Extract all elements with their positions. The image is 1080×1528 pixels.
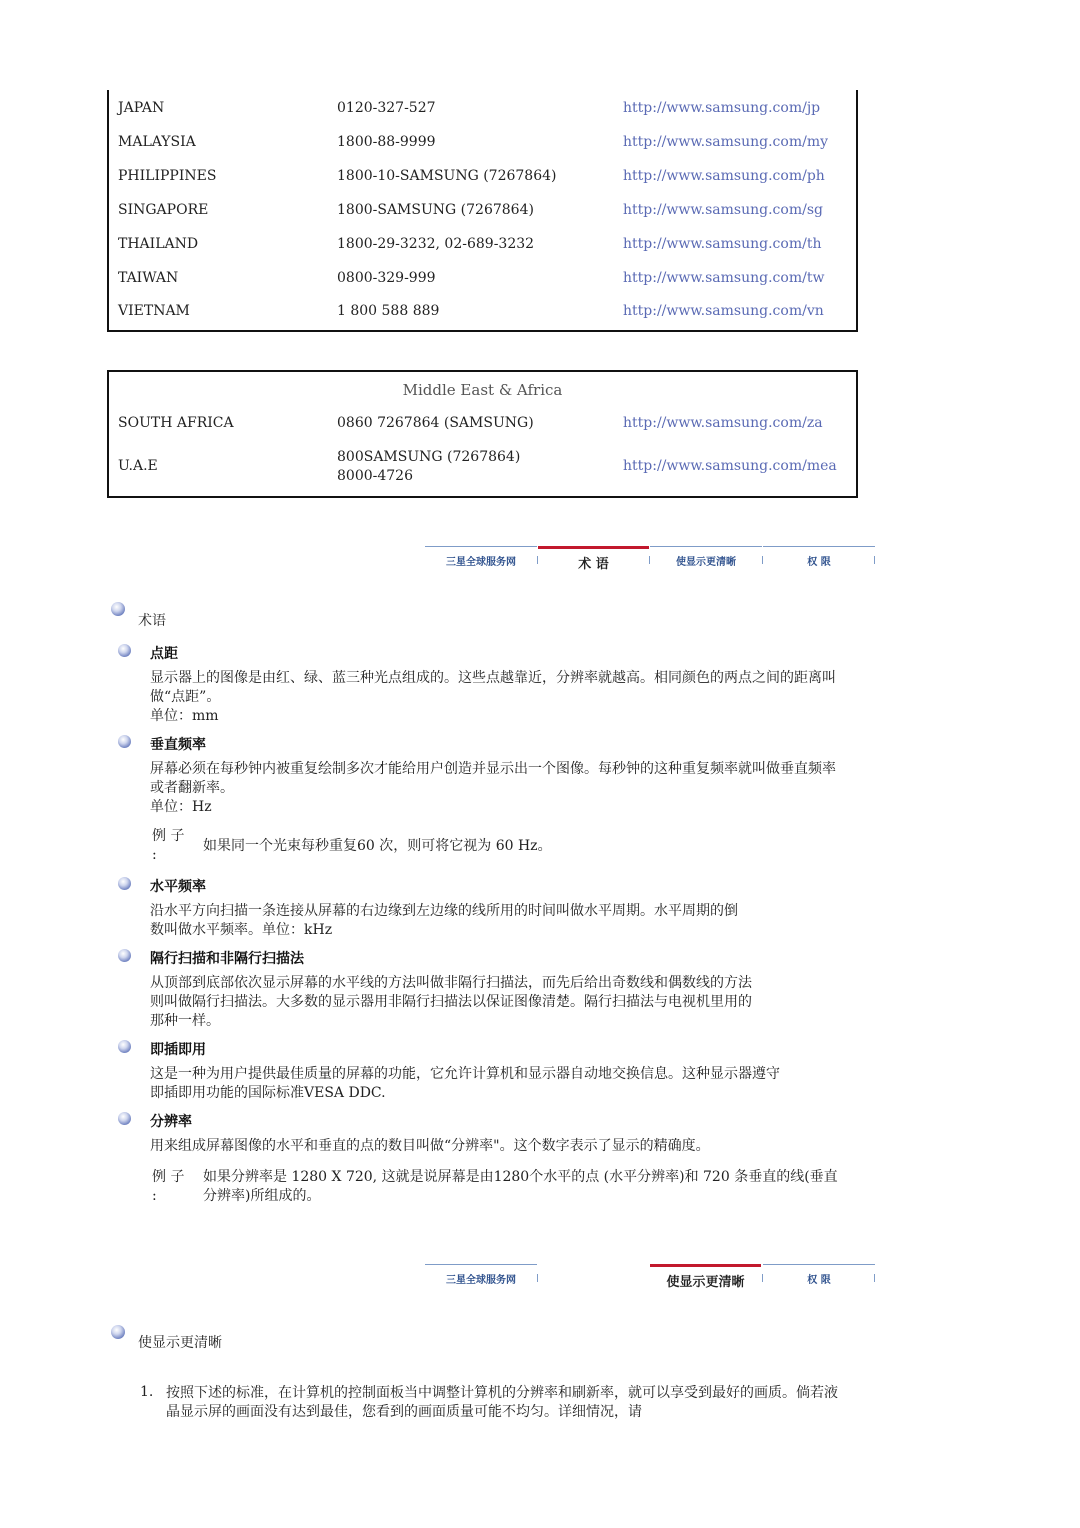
- asia-contact-table: [107, 90, 858, 332]
- country-name: PHILIPPINES: [118, 168, 217, 184]
- phone-number: 0860 7267864 (SAMSUNG): [337, 415, 534, 431]
- nav-tab-bar-2: [425, 1264, 875, 1290]
- phone-number: 1 800 588 889: [337, 303, 440, 319]
- phone-number: 1800-88-9999: [337, 134, 436, 150]
- term-title-horizontal-frequency: 水平频率: [150, 879, 206, 895]
- term-text-resolution: 用来组成屏幕图像的水平和垂直的点的数目叫做“分辨率"。这个数字表示了显示的精确度。: [150, 1138, 710, 1154]
- samsung-link[interactable]: http://www.samsung.com/mea: [623, 458, 837, 474]
- country-name: SINGAPORE: [118, 202, 209, 218]
- tab-separator: [874, 1274, 875, 1282]
- example-text-resolution: 如果分辨率是 1280 X 720, 这就是说屏幕是由1280个水平的点 (水平分辨率)和 720 条垂直的线(垂直分辨率)所组成的。: [203, 1169, 838, 1204]
- samsung-link[interactable]: http://www.samsung.com/za: [623, 415, 823, 431]
- phone-number: 0120-327-527: [337, 100, 436, 116]
- item-bullet-icon: [118, 877, 131, 890]
- tab-label: 使显示更清晰: [676, 557, 736, 568]
- item-bullet-icon: [118, 949, 131, 962]
- contact-row-taiwan: [109, 270, 856, 290]
- tab-clearer-display[interactable]: [650, 1264, 761, 1293]
- tab-label: 使显示更清晰: [666, 1275, 745, 1290]
- region-title: Middle East & Africa: [402, 381, 563, 399]
- country-name: SOUTH AFRICA: [118, 415, 234, 431]
- section-heading-clearer: 使显示更清晰: [138, 1335, 222, 1351]
- term-title-plug-and-play: 即插即用: [150, 1042, 206, 1058]
- samsung-link[interactable]: http://www.samsung.com/sg: [623, 202, 823, 218]
- term-title-dot-pitch: 点距: [150, 646, 178, 662]
- term-text-horizontal-frequency: 沿水平方向扫描一条连接从屏幕的右边缘到左边缘的线所用的时间叫做水平周期。水平周期的倒数叫做水平频率。单位：kHz: [150, 903, 738, 938]
- term-text-plug-and-play: 这是一种为用户提供最佳质量的屏幕的功能，它允许计算机和显示器自动地交换信息。这种显示器遵守即插即用功能的国际标准VESA DDC.: [150, 1066, 780, 1101]
- item-bullet-icon: [118, 735, 131, 748]
- term-text-interlace: 从顶部到底部依次显示屏幕的水平线的方法叫做非隔行扫描法，而先后给出奇数线和偶数线的方法则叫做隔行扫描法。大多数的显示器用非隔行扫描法以保证图像清楚。隔行扫描法与电视机里用的那种一样。: [150, 975, 752, 1029]
- tab-terms[interactable]: [538, 546, 649, 575]
- samsung-link[interactable]: http://www.samsung.com/vn: [623, 303, 824, 319]
- tab-label: 三星全球服务网: [446, 557, 516, 568]
- nav-tab-bar: [425, 546, 875, 572]
- country-name: JAPAN: [118, 100, 165, 116]
- section-bullet-icon: [111, 602, 125, 616]
- contact-row-thailand: [109, 236, 856, 256]
- samsung-link[interactable]: http://www.samsung.com/jp: [623, 100, 821, 116]
- clearer-item-1-text: 按照下述的标准，在计算机的控制面板当中调整计算机的分辨率和刷新率，就可以享受到最好的画质。倘若液晶显示屏的画面没有达到最佳，您看到的画面质量可能不均匀。详细情况，请: [166, 1385, 838, 1420]
- samsung-link[interactable]: http://www.samsung.com/tw: [623, 270, 825, 286]
- example-text-vertical: 如果同一个光束每秒重复60 次，则可将它视为 60 Hz。: [203, 838, 552, 854]
- term-unit-dot-pitch: 单位：mm: [150, 708, 219, 724]
- tab-label: 权 限: [807, 1275, 831, 1286]
- samsung-link[interactable]: http://www.samsung.com/my: [623, 134, 829, 150]
- section-bullet-icon: [111, 1325, 125, 1339]
- phone-number: 1800-SAMSUNG (7267864): [337, 202, 534, 218]
- samsung-link[interactable]: http://www.samsung.com/th: [623, 236, 822, 252]
- tab-label: 三星全球服务网: [446, 1275, 516, 1286]
- contact-row-japan: [109, 100, 856, 120]
- phone-number: 800SAMSUNG (7267864): [337, 449, 521, 465]
- tab-separator: [874, 556, 875, 564]
- term-title-interlace: 隔行扫描和非隔行扫描法: [150, 951, 304, 967]
- country-name: U.A.E: [118, 458, 158, 474]
- item-bullet-icon: [118, 1040, 131, 1053]
- country-name: THAILAND: [118, 236, 199, 252]
- tab-label: 术 语: [578, 557, 609, 572]
- contact-row-malaysia: [109, 134, 856, 154]
- term-unit-vertical-frequency: 单位：Hz: [150, 799, 212, 815]
- phone-number: 1800-10-SAMSUNG (7267864): [337, 168, 557, 184]
- contact-row-vietnam: [109, 303, 856, 323]
- term-text-vertical-frequency: 屏幕必须在每秒钟内被重复绘制多次才能给用户创造并显示出一个图像。每秒钟的这种重复频率就叫做垂直频率或者翻新率。: [150, 761, 836, 796]
- section-heading-terms: 术语: [138, 613, 166, 629]
- contact-row-singapore: [109, 202, 856, 222]
- phone-number: 1800-29-3232, 02-689-3232: [337, 236, 535, 252]
- contact-row-south-africa: [109, 415, 856, 435]
- country-name: TAIWAN: [118, 270, 179, 286]
- tab-rights[interactable]: [763, 1264, 875, 1291]
- item-bullet-icon: [118, 1112, 131, 1125]
- tab-rights[interactable]: [763, 546, 875, 573]
- example-label: 例 子 :: [152, 1169, 185, 1204]
- phone-number-2: 8000-4726: [337, 468, 413, 484]
- list-number: 1.: [140, 1384, 154, 1400]
- term-text-dot-pitch: 显示器上的图像是由红、绿、蓝三种光点组成的。这些点越靠近，分辨率就越高。相同颜色的两点之间的距离叫做“点距”。: [150, 670, 836, 705]
- term-title-resolution: 分辨率: [150, 1114, 192, 1130]
- term-title-vertical-frequency: 垂直频率: [150, 737, 206, 753]
- country-name: VIETNAM: [118, 303, 190, 319]
- tab-global-service[interactable]: [425, 1264, 537, 1291]
- tab-separator: [537, 1274, 538, 1282]
- phone-number: 0800-329-999: [337, 270, 436, 286]
- example-label: 例 子 :: [152, 828, 185, 863]
- item-bullet-icon: [118, 644, 131, 657]
- tab-label: 权 限: [807, 557, 831, 568]
- samsung-link[interactable]: http://www.samsung.com/ph: [623, 168, 825, 184]
- tab-clearer-display[interactable]: [650, 546, 762, 573]
- country-name: MALAYSIA: [118, 134, 196, 150]
- mea-contact-table: [107, 370, 858, 498]
- contact-row-philippines: [109, 168, 856, 188]
- tab-global-service[interactable]: [425, 546, 537, 573]
